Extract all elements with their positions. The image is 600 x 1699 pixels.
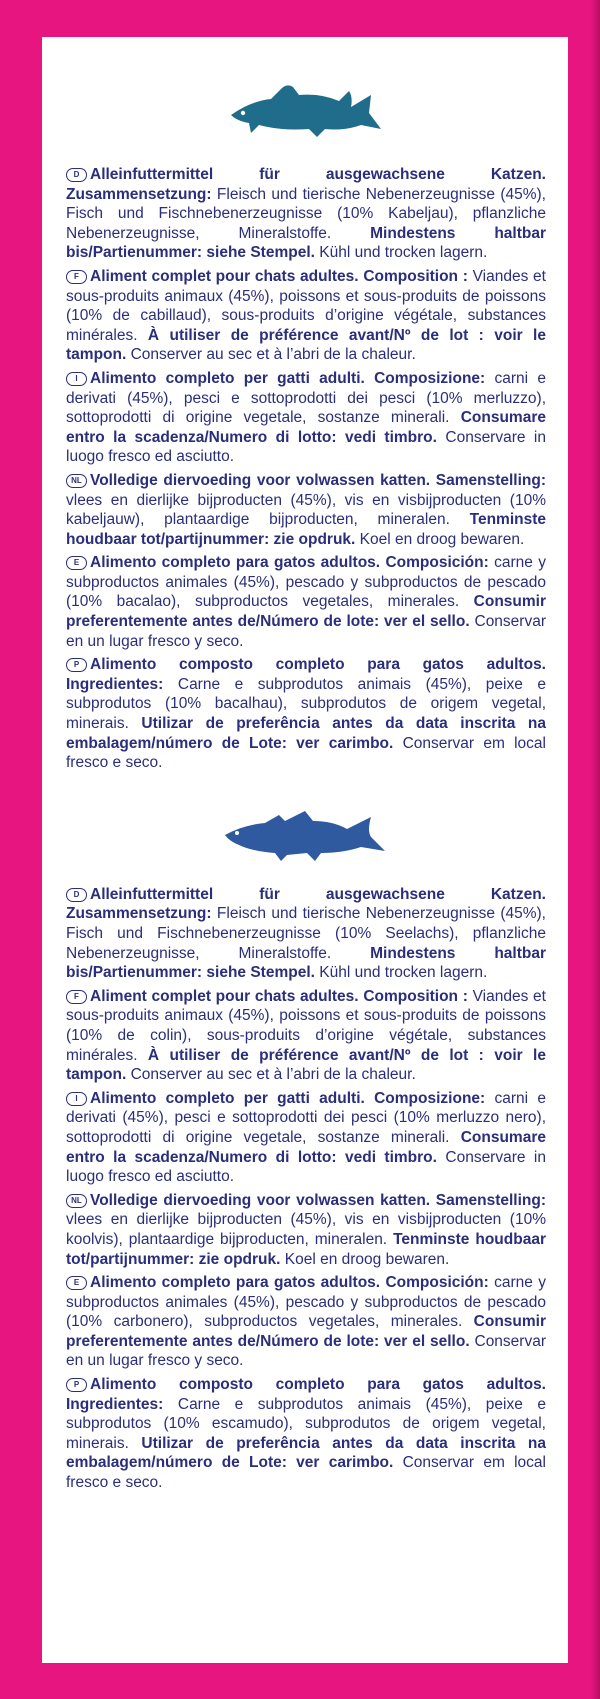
bold-text: Aliment complet pour chats adultes. Composition : xyxy=(90,267,468,285)
bold-text: Consumare entro la scadenza/Numero di lotto: vedi timbro. xyxy=(66,409,546,446)
lang-badge: P xyxy=(66,658,87,672)
para-es-1 xyxy=(66,553,546,651)
para-it-1 xyxy=(66,369,546,467)
lang-badge: I xyxy=(66,372,87,386)
bold-text: À utiliser de préférence avant/Nº de lot : voir le tampon. xyxy=(66,326,546,364)
bold-text: Volledige diervoeding voor volwassen katten. Samenstelling: xyxy=(90,1191,546,1209)
lang-badge: E xyxy=(66,1276,87,1290)
para-it-2 xyxy=(66,1089,546,1187)
body-text: carne y subproductos animales (45%), pescado y subproductos de pescado (10% bacalao), subproductos vegetales, minerales. xyxy=(66,554,547,611)
body-text: vlees en dierlijke bijproducten (45%), vis en visbijproducten (10% koolvis), plantaardige bijproducten, mineralen. xyxy=(66,1211,546,1248)
body-text: Koel en droog bewaren. xyxy=(280,1250,450,1268)
bold-text: Volledige diervoeding voor volwassen katten. Samenstelling: xyxy=(90,471,546,489)
bold-text: Alimento completo per gatti adulti. Composizione: xyxy=(90,369,486,387)
pollock-fish-icon xyxy=(221,803,391,865)
body-text: Conservar en un lugar fresco y seco. xyxy=(66,1332,546,1370)
bold-text: Consumir preferentemente antes de/Número de lote: ver el sello. xyxy=(66,1313,546,1350)
bold-text: À utiliser de préférence avant/Nº de lot : voir le tampon. xyxy=(66,1046,546,1084)
body-text: Conservar em local fresco e seco. xyxy=(66,734,546,772)
lang-badge: I xyxy=(66,1092,87,1106)
cod-fish-icon xyxy=(221,75,391,145)
label-panel xyxy=(42,37,568,1663)
bold-text: Tenminste houdbaar tot/partijnummer: zie opdruk. xyxy=(66,1230,546,1268)
section-2 xyxy=(66,885,546,1493)
bold-text: Aliment complet pour chats adultes. Composition : xyxy=(90,987,468,1005)
para-pt-1 xyxy=(66,655,546,773)
bold-text: Alimento completo para gatos adultos. Composición: xyxy=(90,554,489,572)
body-text: Fleisch und tierische Nebenerzeugnisse (45%), Fisch und Fischnebenerzeugnisse (10% Kabeljau), pflanzliche Nebenerzeugnisse, Mineralstoffe. xyxy=(66,185,546,242)
body-text: Viandes et sous-produits animaux (45%), poissons et sous-produits de poissons (10% de cabillaud), sous-produits d’origine végétale, substances minérales. xyxy=(66,267,546,344)
body-text: Conservare in luogo fresco ed asciutto. xyxy=(66,1148,546,1186)
body-text: carni e derivati (45%), pesci e sottoprodotti dei pesci (10% merluzzo nero), sottoprodotti di origine vegetale, sostanze minerali. xyxy=(66,1089,546,1146)
para-es-2 xyxy=(66,1273,546,1371)
bold-text: Alimento completo para gatos adultos. Composición: xyxy=(90,1274,489,1292)
para-nl-2 xyxy=(66,1191,546,1269)
bold-text: Alimento composto completo para gatos adultos. Ingredientes: xyxy=(66,656,546,693)
body-text: carne y subproductos animales (45%), pescado y subproductos de pescado (10% carbonero), subproductos vegetales, minerales. xyxy=(66,1274,547,1331)
bold-text: Mindestens haltbar bis/Partienummer: siehe Stempel. xyxy=(66,944,546,982)
bold-text: Tenminste houdbaar tot/partijnummer: zie opdruk. xyxy=(66,511,546,548)
para-de-1 xyxy=(66,165,546,263)
bold-text: Alimento composto completo para gatos adultos. Ingredientes: xyxy=(66,1376,546,1413)
body-text: Carne e subprodutos animais (45%), peixe e subprodutos (10% escamudo), subprodutos de origem vegetal, minerais. xyxy=(66,1395,546,1452)
para-nl-1 xyxy=(66,471,546,549)
body-text: Carne e subprodutos animais (45%), peixe e subprodutos (10% bacalhau), subprodutos de origem vegetal, minerais. xyxy=(66,675,546,733)
lang-badge: NL xyxy=(66,1194,87,1208)
section-1 xyxy=(66,165,546,773)
lang-badge: E xyxy=(66,556,87,570)
lang-badge: D xyxy=(66,888,87,902)
bold-text: Utilizar de preferência antes da data inscrita na embalagem/número de Lote: ver carimbo. xyxy=(66,1434,547,1472)
body-text: Conservar en un lugar fresco y seco. xyxy=(66,613,546,650)
body-text: Conservar em local fresco e seco. xyxy=(66,1454,546,1492)
body-text: Fleisch und tierische Nebenerzeugnisse (45%), Fisch und Fischnebenerzeugnisse (10% Seelachs), pflanzliche Nebenerzeugnisse, Mineralstoffe. xyxy=(66,905,546,962)
lang-badge: D xyxy=(66,168,87,182)
body-text: Conservare in luogo fresco ed asciutto. xyxy=(66,428,546,466)
body-text: carni e derivati (45%), pesci e sottoprodotti dei pesci (10% merluzzo), sottoprodotti di origine vegetale, sostanze minerali. xyxy=(66,369,546,427)
para-fr-1 xyxy=(66,267,546,365)
lang-badge: F xyxy=(66,990,87,1004)
para-pt-2 xyxy=(66,1375,546,1493)
body-text: Kühl und trocken lagern. xyxy=(314,244,488,262)
para-fr-2 xyxy=(66,987,546,1085)
para-de-2 xyxy=(66,885,546,983)
package-edge-shadow xyxy=(591,0,600,1699)
lang-badge: F xyxy=(66,270,87,284)
body-text: Koel en droog bewaren. xyxy=(355,530,525,548)
bold-text: Consumare entro la scadenza/Numero di lotto: vedi timbro. xyxy=(66,1128,546,1166)
bold-text: Consumir preferentemente antes de/Número de lote: ver el sello. xyxy=(66,593,546,631)
body-text: Conserver au sec et à l’abri de la chaleur. xyxy=(126,346,416,364)
bold-text: Utilizar de preferência antes da data inscrita na embalagem/número de Lote: ver carimbo. xyxy=(66,715,547,752)
lang-badge: NL xyxy=(66,474,87,488)
bold-text: Alimento completo per gatti adulti. Composizione: xyxy=(90,1089,486,1107)
body-text: Kühl und trocken lagern. xyxy=(314,964,488,982)
body-text: Viandes et sous-produits animaux (45%), poissons et sous-produits de poissons (10% de colin), sous-produits d’origine végétale, substances minérales. xyxy=(66,987,546,1064)
bold-text: Mindestens haltbar bis/Partienummer: siehe Stempel. xyxy=(66,224,546,262)
body-text: vlees en dierlijke bijproducten (45%), vis en visbijproducten (10% kabeljauw), plantaardige bijproducten, mineralen. xyxy=(66,491,546,529)
bold-text: Alleinfuttermittel für ausgewachsene Katzen. Zusammensetzung: xyxy=(66,885,546,923)
bold-text: Alleinfuttermittel für ausgewachsene Katzen. Zusammensetzung: xyxy=(66,166,546,203)
body-text: Conserver au sec et à l’abri de la chaleur. xyxy=(126,1066,416,1084)
lang-badge: P xyxy=(66,1378,87,1392)
